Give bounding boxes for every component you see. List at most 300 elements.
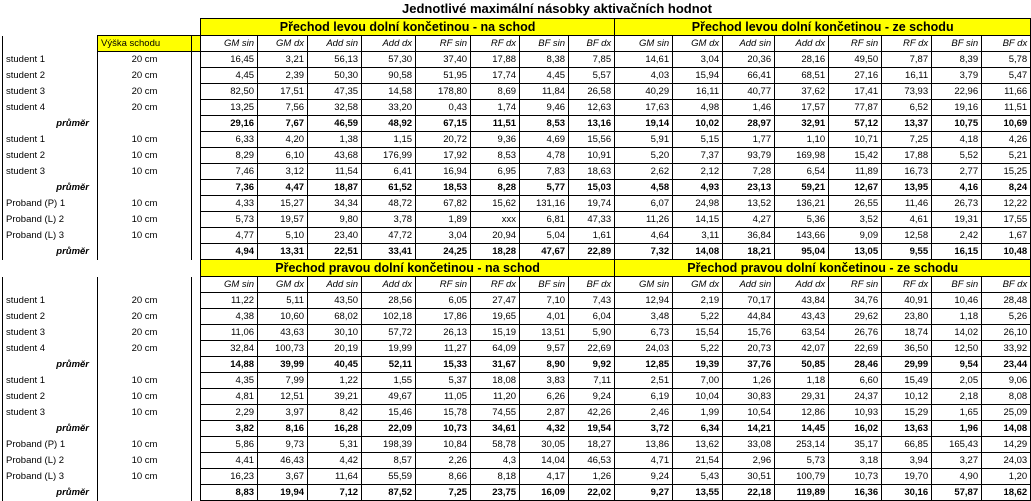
mean-value: 5,77 <box>520 180 569 196</box>
value-cell: 7,99 <box>258 373 308 389</box>
step-height: 10 cm <box>98 389 192 405</box>
value-cell: 7,10 <box>520 293 569 309</box>
value-cell: 11,89 <box>829 164 882 180</box>
mean-value: 8,28 <box>471 180 520 196</box>
value-cell: 13,52 <box>723 196 775 212</box>
mean-value: 7,12 <box>308 485 362 501</box>
mean-value: 7,25 <box>416 485 471 501</box>
column-header: RF sin <box>416 277 471 293</box>
value-cell: 1,77 <box>723 132 775 148</box>
mean-value: 29,99 <box>882 357 932 373</box>
value-cell: 1,89 <box>416 212 471 228</box>
value-cell: 2,05 <box>932 373 982 389</box>
value-cell: 7,46 <box>201 164 258 180</box>
gap-cell <box>192 196 201 212</box>
mean-value: 9,55 <box>882 244 932 260</box>
gap-cell <box>192 341 201 357</box>
mean-value: 16,02 <box>829 421 882 437</box>
mean-value: 95,04 <box>775 244 829 260</box>
subject-label: Proband (P) 1 <box>3 437 98 453</box>
mean-row <box>3 485 1031 501</box>
value-cell: 15,94 <box>673 68 723 84</box>
value-cell: 11,51 <box>982 100 1031 116</box>
value-cell: 30,51 <box>723 469 775 485</box>
value-cell: 14,58 <box>362 84 416 100</box>
value-cell: 63,54 <box>775 325 829 341</box>
column-header: Add sin <box>308 277 362 293</box>
mean-label: průměr <box>3 180 98 196</box>
mean-value: 6,34 <box>673 421 723 437</box>
value-cell: 9,36 <box>471 132 520 148</box>
mean-row <box>3 116 1031 132</box>
value-cell: 4,18 <box>932 132 982 148</box>
value-cell: 57,72 <box>362 325 416 341</box>
value-cell: 5,91 <box>615 132 673 148</box>
step-height: 20 cm <box>98 309 192 325</box>
gap-cell <box>192 36 201 52</box>
mean-value: 12,85 <box>615 357 673 373</box>
subject-label: Proband (L) 3 <box>3 228 98 244</box>
column-header: GM sin <box>615 277 673 293</box>
mean-value: 7,67 <box>258 116 308 132</box>
value-cell: 30,05 <box>520 437 569 453</box>
value-cell: 2,42 <box>932 228 982 244</box>
section-title-right: Přechod pravou dolní končetinou - ze schodu <box>615 260 1031 277</box>
step-height: 20 cm <box>98 68 192 84</box>
subject-label: student 3 <box>3 325 98 341</box>
column-header: RF dx <box>471 36 520 52</box>
mean-value: 52,11 <box>362 357 416 373</box>
value-cell: 17,92 <box>416 148 471 164</box>
value-cell: 2,46 <box>615 405 673 421</box>
table-row <box>3 325 1031 341</box>
value-cell: 43,63 <box>258 325 308 341</box>
value-cell: 11,66 <box>982 84 1031 100</box>
gap-cell <box>192 180 201 196</box>
value-cell: 35,17 <box>829 437 882 453</box>
value-cell: 4,71 <box>615 453 673 469</box>
value-cell: 10,73 <box>829 469 882 485</box>
mean-value: 47,67 <box>520 244 569 260</box>
value-cell: 7,83 <box>520 164 569 180</box>
mean-value: 18,53 <box>416 180 471 196</box>
mean-value: 4,16 <box>932 180 982 196</box>
value-cell: 4,33 <box>201 196 258 212</box>
mean-value: 14,21 <box>723 421 775 437</box>
value-cell: 1,99 <box>673 405 723 421</box>
value-cell: 29,31 <box>775 389 829 405</box>
column-header: RF sin <box>829 36 882 52</box>
value-cell: 37,62 <box>775 84 829 100</box>
value-cell: 43,50 <box>308 293 362 309</box>
value-cell: 46,53 <box>569 453 615 469</box>
mean-value: 61,52 <box>362 180 416 196</box>
value-cell: 3,52 <box>829 212 882 228</box>
value-cell: 1,55 <box>362 373 416 389</box>
value-cell: 7,37 <box>673 148 723 164</box>
mean-value: 12,67 <box>829 180 882 196</box>
gap-cell <box>192 373 201 389</box>
value-cell: 4,20 <box>258 132 308 148</box>
value-cell: 169,98 <box>775 148 829 164</box>
mean-value: 1,96 <box>932 421 982 437</box>
value-cell: 5,86 <box>201 437 258 453</box>
mean-value: 29,16 <box>201 116 258 132</box>
value-cell: 15,62 <box>471 196 520 212</box>
value-cell: 178,80 <box>416 84 471 100</box>
step-height: 10 cm <box>98 228 192 244</box>
value-cell: 1,46 <box>723 100 775 116</box>
value-cell: 30,83 <box>723 389 775 405</box>
mean-value: 48,92 <box>362 116 416 132</box>
mean-value: 7,32 <box>615 244 673 260</box>
gap-cell <box>192 437 201 453</box>
value-cell: 6,19 <box>615 389 673 405</box>
value-cell: 49,50 <box>829 52 882 68</box>
value-cell: 9,06 <box>982 373 1031 389</box>
step-height: 10 cm <box>98 453 192 469</box>
height-cell <box>98 357 192 373</box>
value-cell: 58,78 <box>471 437 520 453</box>
value-cell: 19,16 <box>932 100 982 116</box>
value-cell: 15,27 <box>258 196 308 212</box>
mean-value: 24,25 <box>416 244 471 260</box>
value-cell: 11,27 <box>416 341 471 357</box>
mean-value: 4,58 <box>615 180 673 196</box>
value-cell: 19,57 <box>258 212 308 228</box>
value-cell: 3,11 <box>673 228 723 244</box>
table-row <box>3 228 1031 244</box>
value-cell: 74,55 <box>471 405 520 421</box>
value-cell: 22,69 <box>569 341 615 357</box>
gap-cell <box>192 148 201 164</box>
table-row <box>3 309 1031 325</box>
value-cell: 12,22 <box>982 196 1031 212</box>
mean-value: 4,94 <box>201 244 258 260</box>
mean-value: 50,85 <box>775 357 829 373</box>
value-cell: 7,28 <box>723 164 775 180</box>
value-cell: 4,27 <box>723 212 775 228</box>
mean-value: 10,48 <box>982 244 1031 260</box>
value-cell: 39,21 <box>308 389 362 405</box>
height-cell <box>98 180 192 196</box>
subject-label: student 3 <box>3 84 98 100</box>
value-cell: 0,43 <box>416 100 471 116</box>
column-header: BF sin <box>520 36 569 52</box>
value-cell: 17,88 <box>471 52 520 68</box>
mean-label: průměr <box>3 244 98 260</box>
mean-value: 22,89 <box>569 244 615 260</box>
step-height: 10 cm <box>98 469 192 485</box>
table-row <box>3 148 1031 164</box>
gap-cell <box>192 421 201 437</box>
table-row <box>3 405 1031 421</box>
value-cell: 1,18 <box>932 309 982 325</box>
value-cell: 15,46 <box>362 405 416 421</box>
column-header: GM sin <box>201 277 258 293</box>
value-cell: 4,98 <box>673 100 723 116</box>
step-height: 10 cm <box>98 196 192 212</box>
mean-value: 119,89 <box>775 485 829 501</box>
value-cell: 30,10 <box>308 325 362 341</box>
value-cell: 143,66 <box>775 228 829 244</box>
value-cell: 16,11 <box>673 84 723 100</box>
value-cell: 19,99 <box>362 341 416 357</box>
mean-value: 9,92 <box>569 357 615 373</box>
table-row <box>3 469 1031 485</box>
value-cell: 10,91 <box>569 148 615 164</box>
value-cell: 27,16 <box>829 68 882 84</box>
step-height: 20 cm <box>98 84 192 100</box>
mean-value: 46,59 <box>308 116 362 132</box>
value-cell: 3,67 <box>258 469 308 485</box>
mean-value: 28,46 <box>829 357 882 373</box>
section-header-row <box>3 260 1031 277</box>
column-header: BF dx <box>569 277 615 293</box>
value-cell: 5,22 <box>673 341 723 357</box>
value-cell: 26,55 <box>829 196 882 212</box>
value-cell: 5,37 <box>416 373 471 389</box>
value-cell: 47,35 <box>308 84 362 100</box>
subject-label: student 1 <box>3 293 98 309</box>
subject-label: student 3 <box>3 164 98 180</box>
value-cell: 1,26 <box>723 373 775 389</box>
mean-value: 16,09 <box>520 485 569 501</box>
column-header: GM sin <box>615 36 673 52</box>
mean-value: 67,15 <box>416 116 471 132</box>
value-cell: 24,03 <box>982 453 1031 469</box>
subject-label: Proband (P) 1 <box>3 196 98 212</box>
section-spacer <box>3 260 201 277</box>
mean-value: 23,44 <box>982 357 1031 373</box>
value-cell: 4,64 <box>615 228 673 244</box>
value-cell: 8,53 <box>471 148 520 164</box>
value-cell: 15,78 <box>416 405 471 421</box>
subject-label: Proband (L) 2 <box>3 212 98 228</box>
value-cell: 22,96 <box>932 84 982 100</box>
table-row <box>3 341 1031 357</box>
value-cell: 5,57 <box>569 68 615 84</box>
value-cell: 14,02 <box>932 325 982 341</box>
table-row <box>3 453 1031 469</box>
mean-value: 18,21 <box>723 244 775 260</box>
column-header: BF dx <box>569 36 615 52</box>
mean-value: 8,83 <box>201 485 258 501</box>
value-cell: 15,25 <box>982 164 1031 180</box>
subject-label: student 2 <box>3 389 98 405</box>
value-cell: 66,41 <box>723 68 775 84</box>
mean-row <box>3 244 1031 260</box>
value-cell: 66,85 <box>882 437 932 453</box>
mean-label: průměr <box>3 421 98 437</box>
value-cell: 1,18 <box>775 373 829 389</box>
gap-cell <box>192 164 201 180</box>
value-cell: 3,78 <box>362 212 416 228</box>
value-cell: 43,84 <box>775 293 829 309</box>
value-cell: 12,51 <box>258 389 308 405</box>
value-cell: 33,20 <box>362 100 416 116</box>
column-header: GM dx <box>673 36 723 52</box>
gap-cell <box>192 325 201 341</box>
value-cell: 5,31 <box>308 437 362 453</box>
value-cell: 4,42 <box>308 453 362 469</box>
mean-value: 13,31 <box>258 244 308 260</box>
value-cell: 26,13 <box>416 325 471 341</box>
step-height: 20 cm <box>98 100 192 116</box>
gap-cell <box>192 389 201 405</box>
value-cell: 14,29 <box>982 437 1031 453</box>
value-cell: 8,39 <box>932 52 982 68</box>
subject-label: student 1 <box>3 132 98 148</box>
mean-value: 4,93 <box>673 180 723 196</box>
column-header: Add dx <box>775 277 829 293</box>
mean-value: 19,39 <box>673 357 723 373</box>
mean-value: 59,21 <box>775 180 829 196</box>
mean-value: 10,75 <box>932 116 982 132</box>
mean-value: 32,91 <box>775 116 829 132</box>
mean-value: 8,24 <box>982 180 1031 196</box>
subject-label: student 2 <box>3 309 98 325</box>
value-cell: 5,26 <box>982 309 1031 325</box>
value-cell: 12,86 <box>775 405 829 421</box>
value-cell: 10,93 <box>829 405 882 421</box>
section-title-right: Přechod levou dolní končetinou - ze schodu <box>615 19 1031 36</box>
value-cell: 42,26 <box>569 405 615 421</box>
value-cell: 10,04 <box>673 389 723 405</box>
value-cell: 40,77 <box>723 84 775 100</box>
value-cell: 2,96 <box>723 453 775 469</box>
value-cell: 1,26 <box>569 469 615 485</box>
mean-value: 19,14 <box>615 116 673 132</box>
value-cell: 4,45 <box>201 68 258 84</box>
mean-value: 14,88 <box>201 357 258 373</box>
value-cell: 2,77 <box>932 164 982 180</box>
mean-value: 30,16 <box>882 485 932 501</box>
mean-value: 8,53 <box>520 116 569 132</box>
step-height: 10 cm <box>98 212 192 228</box>
value-cell: 17,55 <box>982 212 1031 228</box>
value-cell: 11,05 <box>416 389 471 405</box>
value-cell: 4,90 <box>932 469 982 485</box>
gap-cell <box>192 52 201 68</box>
value-cell: 8,57 <box>362 453 416 469</box>
value-cell: 5,78 <box>982 52 1031 68</box>
value-cell: 20,72 <box>416 132 471 148</box>
mean-value: 40,45 <box>308 357 362 373</box>
mean-value: 13,63 <box>882 421 932 437</box>
value-cell: 13,62 <box>673 437 723 453</box>
value-cell: 1,22 <box>308 373 362 389</box>
value-cell: 3,18 <box>829 453 882 469</box>
value-cell: 19,74 <box>569 196 615 212</box>
gap-cell <box>192 405 201 421</box>
value-cell: 15,56 <box>569 132 615 148</box>
value-cell: 15,19 <box>471 325 520 341</box>
value-cell: 11,54 <box>308 164 362 180</box>
mean-value: 10,02 <box>673 116 723 132</box>
value-cell: 47,72 <box>362 228 416 244</box>
mean-label: průměr <box>3 485 98 501</box>
mean-value: 57,87 <box>932 485 982 501</box>
mean-row <box>3 357 1031 373</box>
value-cell: 15,54 <box>673 325 723 341</box>
value-cell: 1,74 <box>471 100 520 116</box>
row-label-header <box>3 277 98 293</box>
mean-value: 23,13 <box>723 180 775 196</box>
value-cell: 37,40 <box>416 52 471 68</box>
value-cell: 20,94 <box>471 228 520 244</box>
mean-value: 4,47 <box>258 180 308 196</box>
value-cell: 3,79 <box>932 68 982 84</box>
value-cell: 22,69 <box>829 341 882 357</box>
value-cell: 13,51 <box>520 325 569 341</box>
value-cell: xxx <box>471 212 520 228</box>
column-header: Add dx <box>362 36 416 52</box>
value-cell: 5,47 <box>982 68 1031 84</box>
value-cell: 4,38 <box>201 309 258 325</box>
mean-value: 28,97 <box>723 116 775 132</box>
value-cell: 16,11 <box>882 68 932 84</box>
mean-value: 13,37 <box>882 116 932 132</box>
value-cell: 6,26 <box>520 389 569 405</box>
value-cell: 19,31 <box>932 212 982 228</box>
value-cell: 20,36 <box>723 52 775 68</box>
subject-label: Proband (L) 2 <box>3 453 98 469</box>
height-cell <box>98 116 192 132</box>
mean-value: 39,99 <box>258 357 308 373</box>
mean-value: 14,08 <box>673 244 723 260</box>
value-cell: 131,16 <box>520 196 569 212</box>
value-cell: 8,08 <box>982 389 1031 405</box>
value-cell: 16,23 <box>201 469 258 485</box>
gap-cell <box>192 132 201 148</box>
value-cell: 23,80 <box>882 309 932 325</box>
value-cell: 8,38 <box>520 52 569 68</box>
step-height: 10 cm <box>98 132 192 148</box>
table-row <box>3 132 1031 148</box>
mean-value: 8,16 <box>258 421 308 437</box>
value-cell: 10,54 <box>723 405 775 421</box>
mean-value: 13,16 <box>569 116 615 132</box>
subject-label: student 1 <box>3 373 98 389</box>
value-cell: 2,39 <box>258 68 308 84</box>
column-header: GM sin <box>201 36 258 52</box>
value-cell: 15,42 <box>829 148 882 164</box>
value-cell: 47,33 <box>569 212 615 228</box>
value-cell: 5,15 <box>673 132 723 148</box>
value-cell: 17,86 <box>416 309 471 325</box>
step-height: 10 cm <box>98 437 192 453</box>
value-cell: 2,26 <box>416 453 471 469</box>
height-column-header: Výška schodu <box>98 36 192 52</box>
column-header: RF dx <box>882 36 932 52</box>
value-cell: 93,79 <box>723 148 775 164</box>
value-cell: 8,42 <box>308 405 362 421</box>
value-cell: 8,18 <box>471 469 520 485</box>
value-cell: 7,25 <box>882 132 932 148</box>
value-cell: 2,19 <box>673 293 723 309</box>
value-cell: 5,11 <box>258 293 308 309</box>
value-cell: 9,46 <box>520 100 569 116</box>
value-cell: 82,50 <box>201 84 258 100</box>
value-cell: 77,87 <box>829 100 882 116</box>
value-cell: 3,04 <box>673 52 723 68</box>
gap-cell <box>192 469 201 485</box>
subject-label: student 2 <box>3 148 98 164</box>
value-cell: 43,68 <box>308 148 362 164</box>
value-cell: 11,46 <box>882 196 932 212</box>
value-cell: 5,20 <box>615 148 673 164</box>
